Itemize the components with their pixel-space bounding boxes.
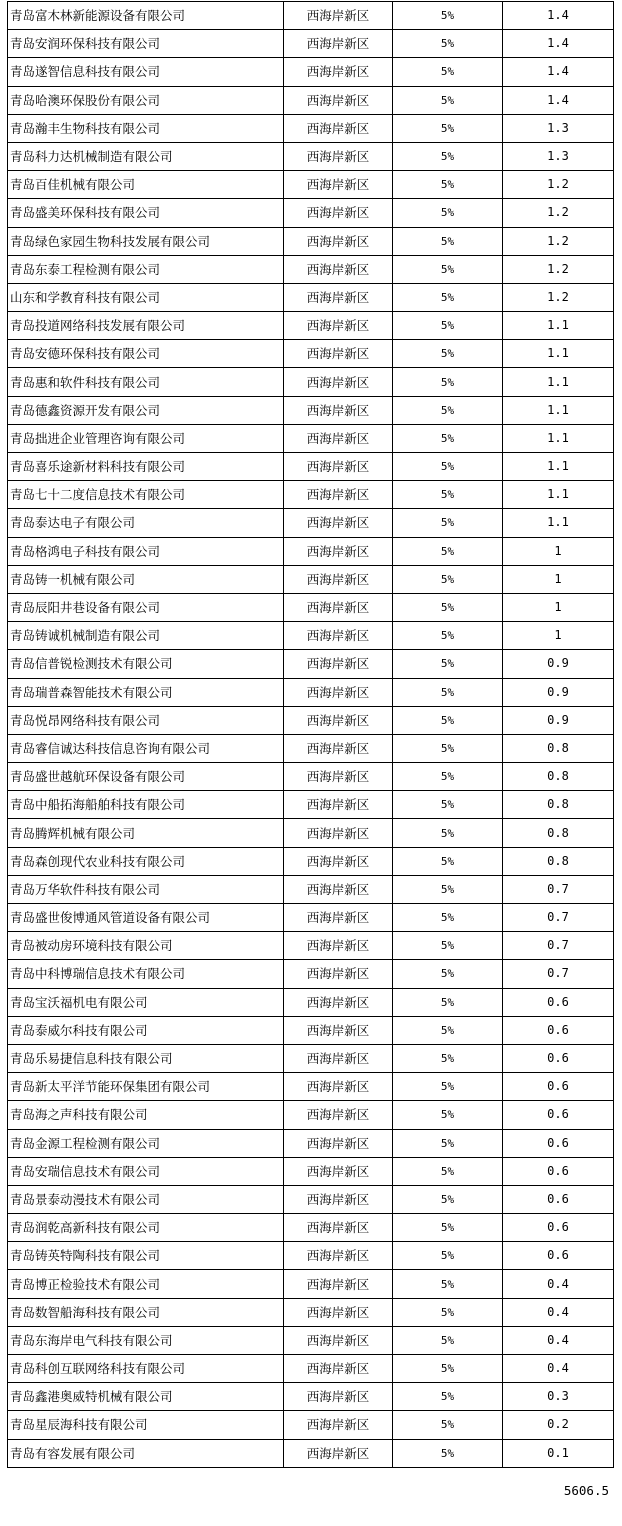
table-row	[8, 171, 614, 199]
table-row	[8, 1439, 614, 1467]
company-name-cell: 青岛泰威尔科技有限公司	[8, 1016, 284, 1044]
district-cell: 西海岸新区	[284, 763, 393, 791]
company-name-cell: 青岛中船拓海船舶科技有限公司	[8, 791, 284, 819]
rate-cell: 5%	[393, 1101, 503, 1129]
value-cell: 1.4	[503, 2, 614, 30]
value-cell: 1.3	[503, 142, 614, 170]
rate-cell: 5%	[393, 283, 503, 311]
value-cell: 0.7	[503, 904, 614, 932]
district-cell: 西海岸新区	[284, 396, 393, 424]
district-cell: 西海岸新区	[284, 1185, 393, 1213]
rate-cell: 5%	[393, 30, 503, 58]
company-name-cell: 青岛哈澳环保股份有限公司	[8, 86, 284, 114]
company-name-cell: 青岛景泰动漫技术有限公司	[8, 1185, 284, 1213]
district-cell: 西海岸新区	[284, 678, 393, 706]
table-row	[8, 142, 614, 170]
company-name-cell: 青岛东泰工程检测有限公司	[8, 255, 284, 283]
district-cell: 西海岸新区	[284, 1439, 393, 1467]
rate-cell: 5%	[393, 340, 503, 368]
value-cell: 0.6	[503, 988, 614, 1016]
value-cell: 1	[503, 622, 614, 650]
company-name-cell: 青岛科力达机械制造有限公司	[8, 142, 284, 170]
company-name-cell: 青岛盛世越航环保设备有限公司	[8, 763, 284, 791]
rate-cell: 5%	[393, 1270, 503, 1298]
rate-cell: 5%	[393, 453, 503, 481]
table-row	[8, 30, 614, 58]
table-row	[8, 1016, 614, 1044]
company-name-cell: 青岛七十二度信息技术有限公司	[8, 481, 284, 509]
rate-cell: 5%	[393, 904, 503, 932]
rate-cell: 5%	[393, 537, 503, 565]
company-name-cell: 青岛鑫港奥威特机械有限公司	[8, 1383, 284, 1411]
district-cell: 西海岸新区	[284, 1355, 393, 1383]
table-row	[8, 2, 614, 30]
rate-cell: 5%	[393, 1242, 503, 1270]
value-cell: 0.6	[503, 1129, 614, 1157]
district-cell: 西海岸新区	[284, 1157, 393, 1185]
district-cell: 西海岸新区	[284, 1073, 393, 1101]
value-cell: 0.3	[503, 1383, 614, 1411]
company-name-cell: 青岛金源工程检测有限公司	[8, 1129, 284, 1157]
value-cell: 1	[503, 565, 614, 593]
company-name-cell: 青岛遂智信息科技有限公司	[8, 58, 284, 86]
table-row	[8, 368, 614, 396]
table-row	[8, 1044, 614, 1072]
value-cell: 0.6	[503, 1101, 614, 1129]
rate-cell: 5%	[393, 1073, 503, 1101]
rate-cell: 5%	[393, 1411, 503, 1439]
table-row	[8, 678, 614, 706]
value-cell: 1.3	[503, 114, 614, 142]
table-row	[8, 1326, 614, 1354]
district-cell: 西海岸新区	[284, 255, 393, 283]
rate-cell: 5%	[393, 650, 503, 678]
table-row	[8, 1298, 614, 1326]
district-cell: 西海岸新区	[284, 481, 393, 509]
table-row	[8, 734, 614, 762]
company-name-cell: 青岛博正检验技术有限公司	[8, 1270, 284, 1298]
rate-cell: 5%	[393, 481, 503, 509]
rate-cell: 5%	[393, 734, 503, 762]
district-cell: 西海岸新区	[284, 1270, 393, 1298]
table-row	[8, 509, 614, 537]
rate-cell: 5%	[393, 312, 503, 340]
table-row	[8, 114, 614, 142]
company-name-cell: 青岛铸一机械有限公司	[8, 565, 284, 593]
table-row	[8, 1101, 614, 1129]
district-cell: 西海岸新区	[284, 171, 393, 199]
table-row	[8, 593, 614, 621]
value-cell: 1.2	[503, 227, 614, 255]
rate-cell: 5%	[393, 847, 503, 875]
value-cell: 0.8	[503, 819, 614, 847]
district-cell: 西海岸新区	[284, 537, 393, 565]
table-row	[8, 904, 614, 932]
company-name-cell: 青岛森创现代农业科技有限公司	[8, 847, 284, 875]
district-cell: 西海岸新区	[284, 1411, 393, 1439]
value-cell: 1.1	[503, 368, 614, 396]
district-cell: 西海岸新区	[284, 30, 393, 58]
table-row	[8, 763, 614, 791]
company-name-cell: 青岛乐易捷信息科技有限公司	[8, 1044, 284, 1072]
company-name-cell: 青岛腾辉机械有限公司	[8, 819, 284, 847]
company-name-cell: 青岛东海岸电气科技有限公司	[8, 1326, 284, 1354]
district-cell: 西海岸新区	[284, 960, 393, 988]
table-row	[8, 988, 614, 1016]
company-name-cell: 青岛润乾高新科技有限公司	[8, 1214, 284, 1242]
district-cell: 西海岸新区	[284, 283, 393, 311]
value-cell: 0.6	[503, 1214, 614, 1242]
value-cell: 0.9	[503, 650, 614, 678]
table-row	[8, 1355, 614, 1383]
value-cell: 0.2	[503, 1411, 614, 1439]
table-row	[8, 875, 614, 903]
table-row	[8, 1157, 614, 1185]
district-cell: 西海岸新区	[284, 988, 393, 1016]
rate-cell: 5%	[393, 593, 503, 621]
company-name-cell: 青岛辰阳井巷设备有限公司	[8, 593, 284, 621]
company-name-cell: 青岛拙进企业管理咨询有限公司	[8, 424, 284, 452]
rate-cell: 5%	[393, 763, 503, 791]
value-cell: 1.1	[503, 509, 614, 537]
district-cell: 西海岸新区	[284, 453, 393, 481]
value-cell: 1.1	[503, 481, 614, 509]
district-cell: 西海岸新区	[284, 593, 393, 621]
company-name-cell: 青岛万华软件科技有限公司	[8, 875, 284, 903]
company-name-cell: 青岛格鸿电子科技有限公司	[8, 537, 284, 565]
table-row	[8, 565, 614, 593]
table-row	[8, 819, 614, 847]
company-name-cell: 青岛睿信诚达科技信息咨询有限公司	[8, 734, 284, 762]
company-name-cell: 青岛百佳机械有限公司	[8, 171, 284, 199]
company-name-cell: 青岛科创互联网络科技有限公司	[8, 1355, 284, 1383]
company-name-cell: 青岛泰达电子有限公司	[8, 509, 284, 537]
table-row	[8, 58, 614, 86]
table-row	[8, 1129, 614, 1157]
rate-cell: 5%	[393, 1044, 503, 1072]
value-cell: 0.9	[503, 706, 614, 734]
rate-cell: 5%	[393, 960, 503, 988]
district-cell: 西海岸新区	[284, 847, 393, 875]
district-cell: 西海岸新区	[284, 932, 393, 960]
district-cell: 西海岸新区	[284, 904, 393, 932]
company-name-cell: 青岛悦昂网络科技有限公司	[8, 706, 284, 734]
rate-cell: 5%	[393, 1214, 503, 1242]
district-cell: 西海岸新区	[284, 340, 393, 368]
value-cell: 1.1	[503, 312, 614, 340]
rate-cell: 5%	[393, 1383, 503, 1411]
table-row	[8, 227, 614, 255]
company-name-cell: 青岛富木林新能源设备有限公司	[8, 2, 284, 30]
value-cell: 1.1	[503, 396, 614, 424]
table-row	[8, 932, 614, 960]
rate-cell: 5%	[393, 368, 503, 396]
company-name-cell: 青岛投道网络科技发展有限公司	[8, 312, 284, 340]
table-row	[8, 537, 614, 565]
company-name-cell: 青岛瑞普森智能技术有限公司	[8, 678, 284, 706]
district-cell: 西海岸新区	[284, 1242, 393, 1270]
rate-cell: 5%	[393, 565, 503, 593]
value-cell: 1.2	[503, 283, 614, 311]
value-cell: 1	[503, 593, 614, 621]
value-cell: 1.1	[503, 424, 614, 452]
rate-cell: 5%	[393, 255, 503, 283]
district-cell: 西海岸新区	[284, 1044, 393, 1072]
rate-cell: 5%	[393, 58, 503, 86]
table-row	[8, 791, 614, 819]
total-value: 5606.5	[563, 1483, 609, 1498]
district-cell: 西海岸新区	[284, 368, 393, 396]
table-row	[8, 481, 614, 509]
company-name-cell: 青岛安德环保科技有限公司	[8, 340, 284, 368]
company-name-cell: 山东和学教育科技有限公司	[8, 283, 284, 311]
company-name-cell: 青岛新太平洋节能环保集团有限公司	[8, 1073, 284, 1101]
company-name-cell: 青岛喜乐途新材料科技有限公司	[8, 453, 284, 481]
district-cell: 西海岸新区	[284, 424, 393, 452]
rate-cell: 5%	[393, 1355, 503, 1383]
value-cell: 1	[503, 537, 614, 565]
value-cell: 1.4	[503, 86, 614, 114]
rate-cell: 5%	[393, 706, 503, 734]
table-row	[8, 1270, 614, 1298]
rate-cell: 5%	[393, 875, 503, 903]
value-cell: 0.4	[503, 1298, 614, 1326]
table-row	[8, 1383, 614, 1411]
rate-cell: 5%	[393, 114, 503, 142]
table-row	[8, 706, 614, 734]
value-cell: 0.8	[503, 763, 614, 791]
district-cell: 西海岸新区	[284, 1101, 393, 1129]
value-cell: 0.6	[503, 1242, 614, 1270]
table-row	[8, 255, 614, 283]
company-name-cell: 青岛绿色家园生物科技发展有限公司	[8, 227, 284, 255]
table-row	[8, 86, 614, 114]
table-body	[8, 2, 614, 1468]
district-cell: 西海岸新区	[284, 114, 393, 142]
company-table	[7, 1, 614, 1468]
value-cell: 1.4	[503, 30, 614, 58]
company-name-cell: 青岛盛世俊博通风管道设备有限公司	[8, 904, 284, 932]
table-row	[8, 622, 614, 650]
district-cell: 西海岸新区	[284, 622, 393, 650]
company-name-cell: 青岛宝沃福机电有限公司	[8, 988, 284, 1016]
table-row	[8, 1073, 614, 1101]
rate-cell: 5%	[393, 509, 503, 537]
company-name-cell: 青岛德鑫资源开发有限公司	[8, 396, 284, 424]
table-row	[8, 650, 614, 678]
value-cell: 1.2	[503, 199, 614, 227]
district-cell: 西海岸新区	[284, 565, 393, 593]
company-name-cell: 青岛中科博瑞信息技术有限公司	[8, 960, 284, 988]
rate-cell: 5%	[393, 396, 503, 424]
rate-cell: 5%	[393, 1016, 503, 1044]
district-cell: 西海岸新区	[284, 706, 393, 734]
value-cell: 1.4	[503, 58, 614, 86]
district-cell: 西海岸新区	[284, 875, 393, 903]
rate-cell: 5%	[393, 171, 503, 199]
rate-cell: 5%	[393, 932, 503, 960]
district-cell: 西海岸新区	[284, 142, 393, 170]
rate-cell: 5%	[393, 1129, 503, 1157]
rate-cell: 5%	[393, 1157, 503, 1185]
table-row	[8, 1185, 614, 1213]
value-cell: 0.4	[503, 1355, 614, 1383]
value-cell: 0.8	[503, 734, 614, 762]
value-cell: 0.6	[503, 1157, 614, 1185]
value-cell: 1.2	[503, 255, 614, 283]
value-cell: 0.8	[503, 847, 614, 875]
district-cell: 西海岸新区	[284, 199, 393, 227]
rate-cell: 5%	[393, 622, 503, 650]
district-cell: 西海岸新区	[284, 650, 393, 678]
table-row	[8, 340, 614, 368]
table-row	[8, 396, 614, 424]
district-cell: 西海岸新区	[284, 1129, 393, 1157]
rate-cell: 5%	[393, 199, 503, 227]
rate-cell: 5%	[393, 424, 503, 452]
value-cell: 0.9	[503, 678, 614, 706]
company-name-cell: 青岛被动房环境科技有限公司	[8, 932, 284, 960]
value-cell: 0.6	[503, 1185, 614, 1213]
company-name-cell: 青岛铸诚机械制造有限公司	[8, 622, 284, 650]
company-name-cell: 青岛盛美环保科技有限公司	[8, 199, 284, 227]
rate-cell: 5%	[393, 1326, 503, 1354]
district-cell: 西海岸新区	[284, 509, 393, 537]
value-cell: 0.4	[503, 1270, 614, 1298]
district-cell: 西海岸新区	[284, 1383, 393, 1411]
value-cell: 0.6	[503, 1044, 614, 1072]
rate-cell: 5%	[393, 988, 503, 1016]
company-name-cell: 青岛有容发展有限公司	[8, 1439, 284, 1467]
value-cell: 1.2	[503, 171, 614, 199]
value-cell: 0.7	[503, 960, 614, 988]
district-cell: 西海岸新区	[284, 819, 393, 847]
rate-cell: 5%	[393, 791, 503, 819]
table-row	[8, 847, 614, 875]
district-cell: 西海岸新区	[284, 1298, 393, 1326]
value-cell: 0.7	[503, 875, 614, 903]
district-cell: 西海岸新区	[284, 1326, 393, 1354]
company-name-cell: 青岛瀚丰生物科技有限公司	[8, 114, 284, 142]
table-row	[8, 199, 614, 227]
rate-cell: 5%	[393, 1439, 503, 1467]
value-cell: 0.4	[503, 1326, 614, 1354]
district-cell: 西海岸新区	[284, 312, 393, 340]
rate-cell: 5%	[393, 86, 503, 114]
value-cell: 1.1	[503, 340, 614, 368]
company-name-cell: 青岛数智船海科技有限公司	[8, 1298, 284, 1326]
company-name-cell: 青岛星辰海科技有限公司	[8, 1411, 284, 1439]
district-cell: 西海岸新区	[284, 86, 393, 114]
rate-cell: 5%	[393, 2, 503, 30]
district-cell: 西海岸新区	[284, 227, 393, 255]
company-name-cell: 青岛安润环保科技有限公司	[8, 30, 284, 58]
table-row	[8, 1214, 614, 1242]
value-cell: 0.7	[503, 932, 614, 960]
district-cell: 西海岸新区	[284, 1016, 393, 1044]
rate-cell: 5%	[393, 678, 503, 706]
table-row	[8, 453, 614, 481]
district-cell: 西海岸新区	[284, 2, 393, 30]
rate-cell: 5%	[393, 1298, 503, 1326]
table-row	[8, 1242, 614, 1270]
company-name-cell: 青岛惠和软件科技有限公司	[8, 368, 284, 396]
table-row	[8, 424, 614, 452]
value-cell: 1.1	[503, 453, 614, 481]
district-cell: 西海岸新区	[284, 58, 393, 86]
table-row	[8, 312, 614, 340]
district-cell: 西海岸新区	[284, 791, 393, 819]
company-name-cell: 青岛海之声科技有限公司	[8, 1101, 284, 1129]
district-cell: 西海岸新区	[284, 1214, 393, 1242]
value-cell: 0.8	[503, 791, 614, 819]
value-cell: 0.6	[503, 1073, 614, 1101]
rate-cell: 5%	[393, 142, 503, 170]
district-cell: 西海岸新区	[284, 734, 393, 762]
rate-cell: 5%	[393, 227, 503, 255]
company-name-cell: 青岛信普锐检测技术有限公司	[8, 650, 284, 678]
company-name-cell: 青岛铸英特陶科技有限公司	[8, 1242, 284, 1270]
rate-cell: 5%	[393, 1185, 503, 1213]
table-row	[8, 1411, 614, 1439]
rate-cell: 5%	[393, 819, 503, 847]
table-row	[8, 960, 614, 988]
value-cell: 0.6	[503, 1016, 614, 1044]
company-name-cell: 青岛安瑞信息技术有限公司	[8, 1157, 284, 1185]
table-row	[8, 283, 614, 311]
value-cell: 0.1	[503, 1439, 614, 1467]
